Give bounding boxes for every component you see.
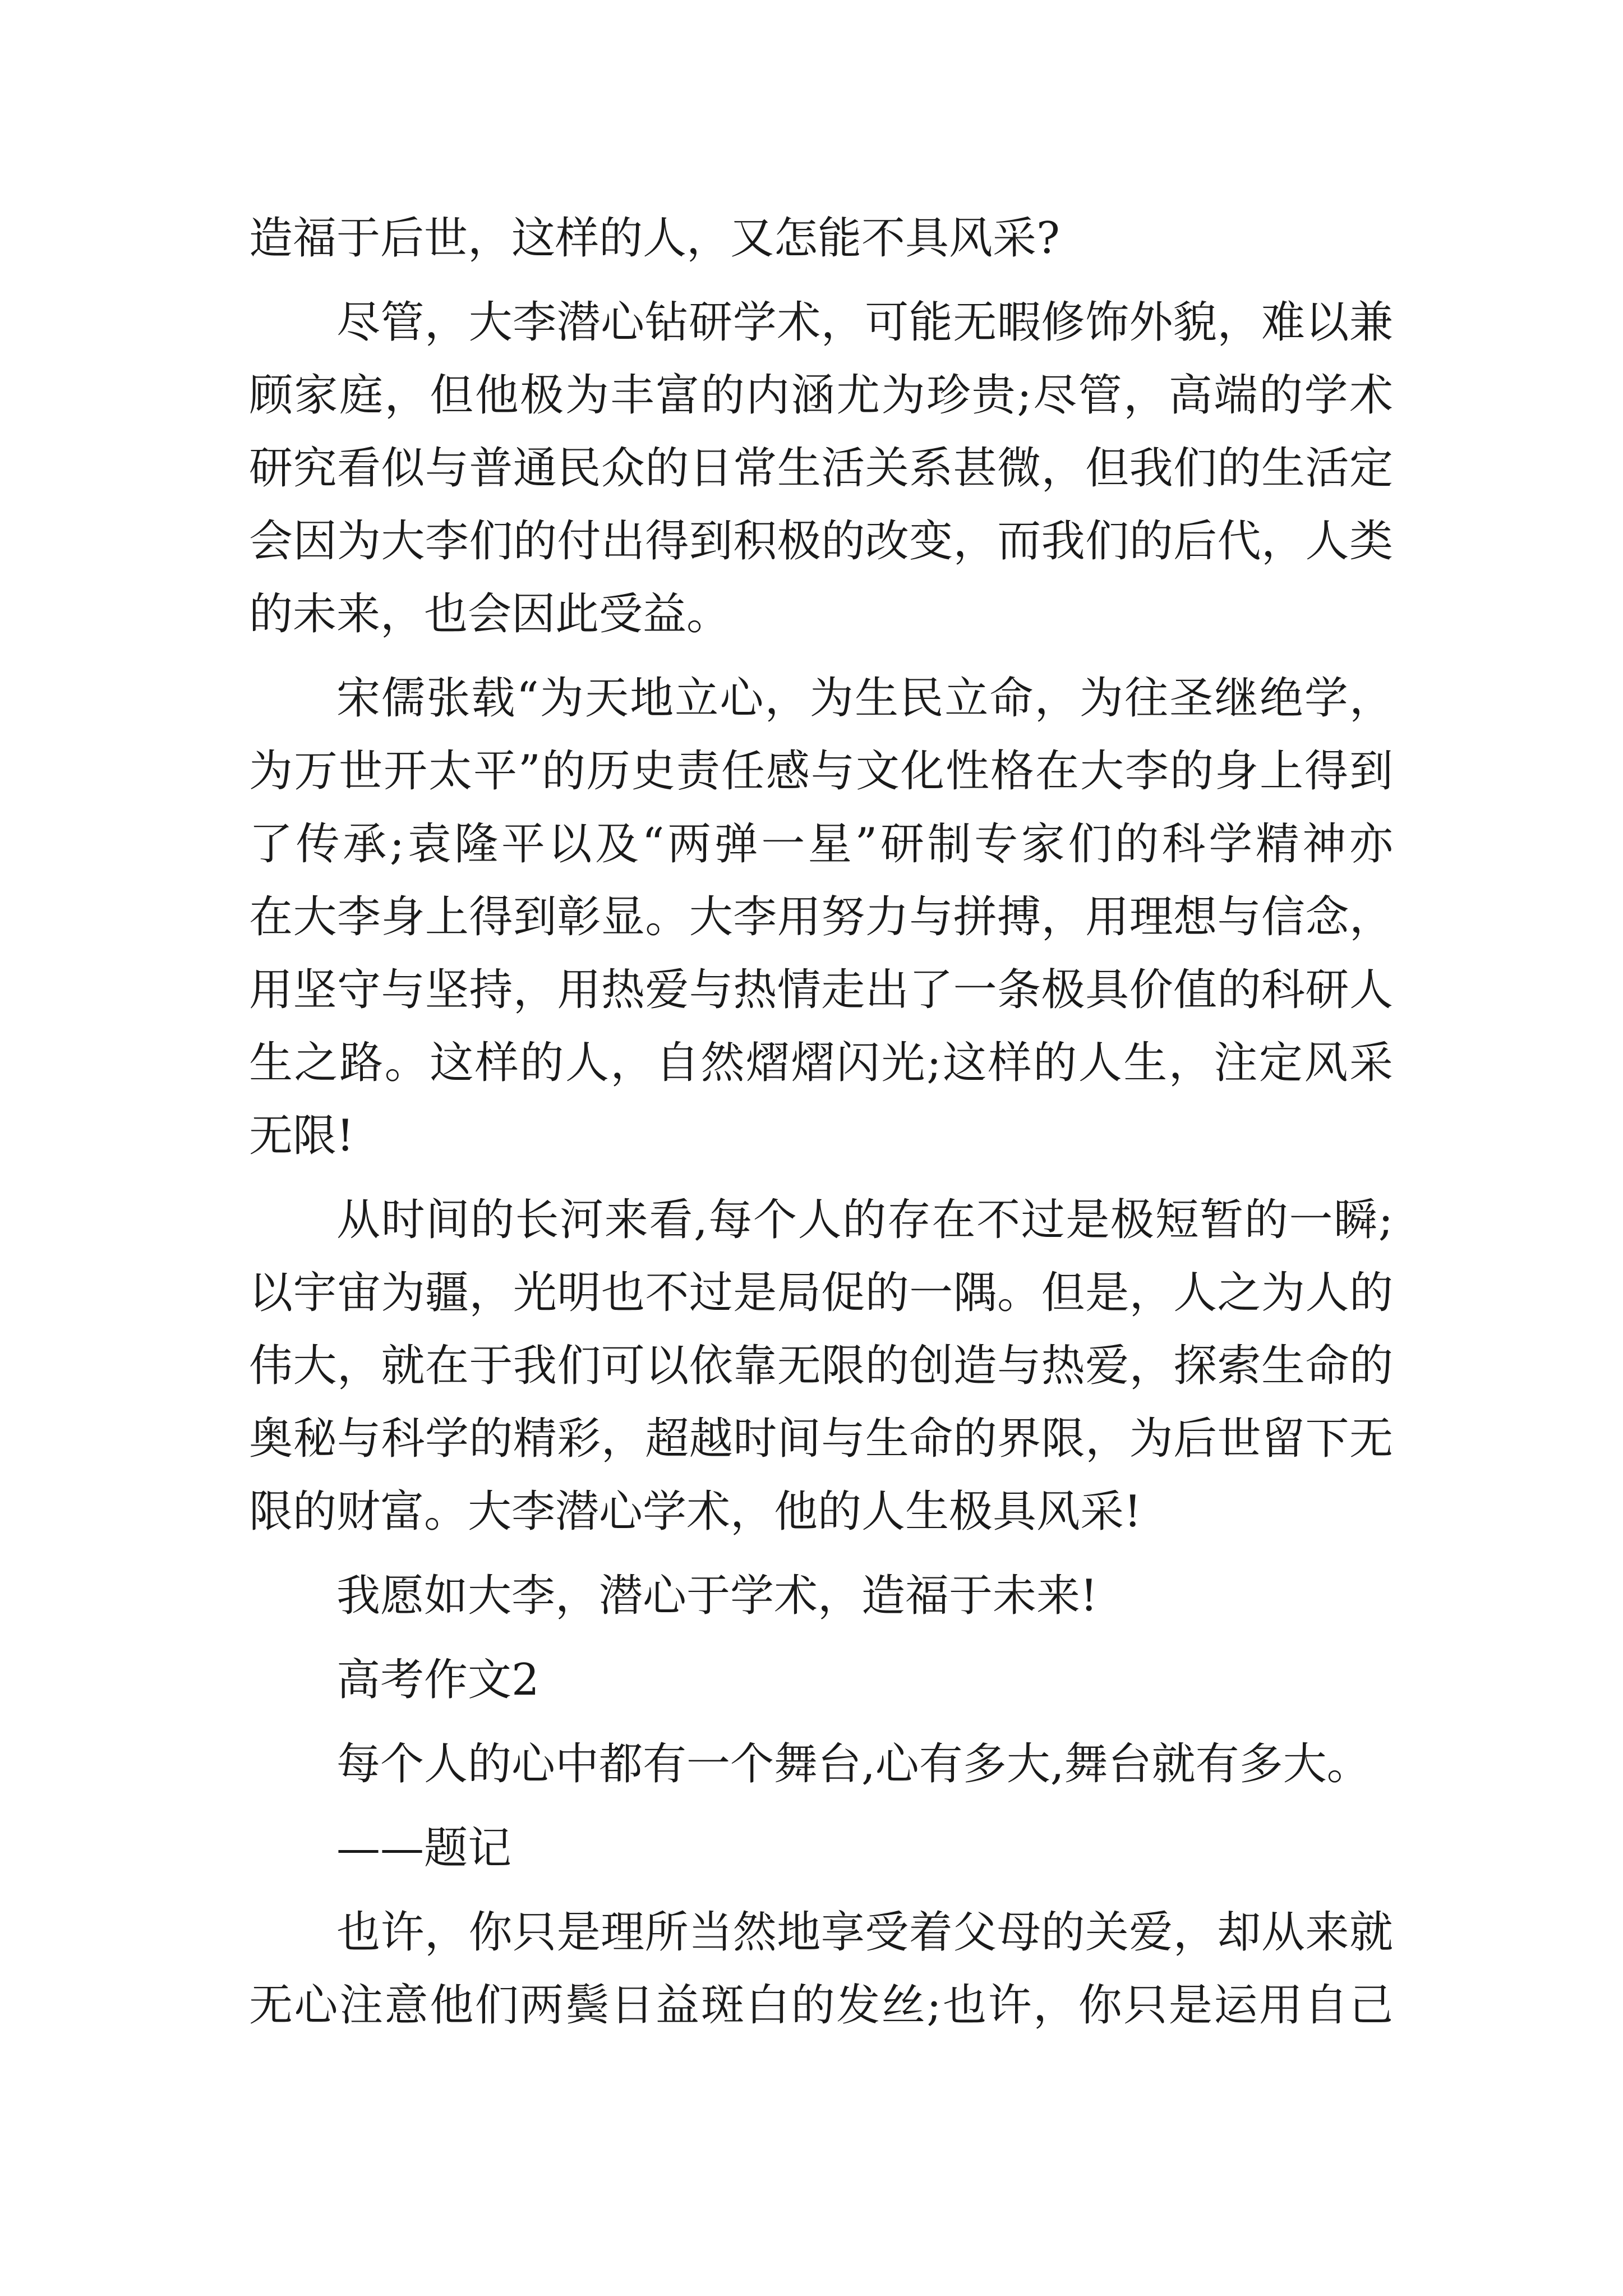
text-line: 研究看似与普通民众的日常生活关系甚微，但我们的生活定	[249, 443, 1393, 494]
text-line: 也许，你只是理所当然地享受着父母的关爱，却从来就	[336, 1907, 1393, 1958]
text-line: 用坚守与坚持，用热爱与热情走出了一条极具价值的科研人	[249, 965, 1393, 1015]
text-line: 的未来，也会因此受益。	[249, 589, 731, 639]
text-line: 造福于后世，这样的人，又怎能不具风采?	[249, 213, 1060, 264]
text-line: 了传承;袁隆平以及“两弹一星”研制专家们的科学精神亦	[249, 819, 1393, 869]
text-line: ——题记	[336, 1823, 512, 1874]
text-line: 无心注意他们两鬓日益斑白的发丝;也许，你只是运用自己	[249, 1980, 1393, 2031]
text-line: 尽管，大李潜心钻研学术，可能无暇修饰外貌，难以兼	[336, 297, 1393, 348]
text-line: 每个人的心中都有一个舞台,心有多大,舞台就有多大。	[336, 1739, 1371, 1789]
section-heading: 高考作文2	[336, 1655, 540, 1705]
text-line: 会因为大李们的付出得到积极的改变，而我们的后代，人类	[249, 516, 1393, 567]
text-line: 宋儒张载“为天地立心，为生民立命，为往圣继绝学，	[336, 673, 1393, 724]
text-line: 顾家庭，但他极为丰富的内涵尤为珍贵;尽管，高端的学术	[249, 370, 1393, 421]
text-line: 我愿如大李，潜心于学术，造福于未来!	[336, 1571, 1098, 1621]
text-line: 限的财富。大李潜心学术，他的人生极具风采!	[249, 1487, 1142, 1537]
text-line: 为万世开太平”的历史责任感与文化性格在大李的身上得到	[249, 746, 1393, 797]
text-line: 奥秘与科学的精彩，超越时间与生命的界限，为后世留下无	[249, 1414, 1393, 1464]
text-line: 在大李身上得到彰显。大李用努力与拼搏，用理想与信念，	[249, 892, 1393, 942]
text-line: 伟大，就在于我们可以依靠无限的创造与热爱，探索生命的	[249, 1341, 1393, 1391]
text-line: 以宇宙为疆，光明也不过是局促的一隅。但是，人之为人的	[249, 1268, 1393, 1318]
text-line: 无限!	[249, 1111, 354, 1161]
text-line: 从时间的长河来看,每个人的存在不过是极短暂的一瞬;	[336, 1195, 1393, 1245]
text-line: 生之路。这样的人，自然熠熠闪光;这样的人生，注定风采	[249, 1038, 1393, 1088]
